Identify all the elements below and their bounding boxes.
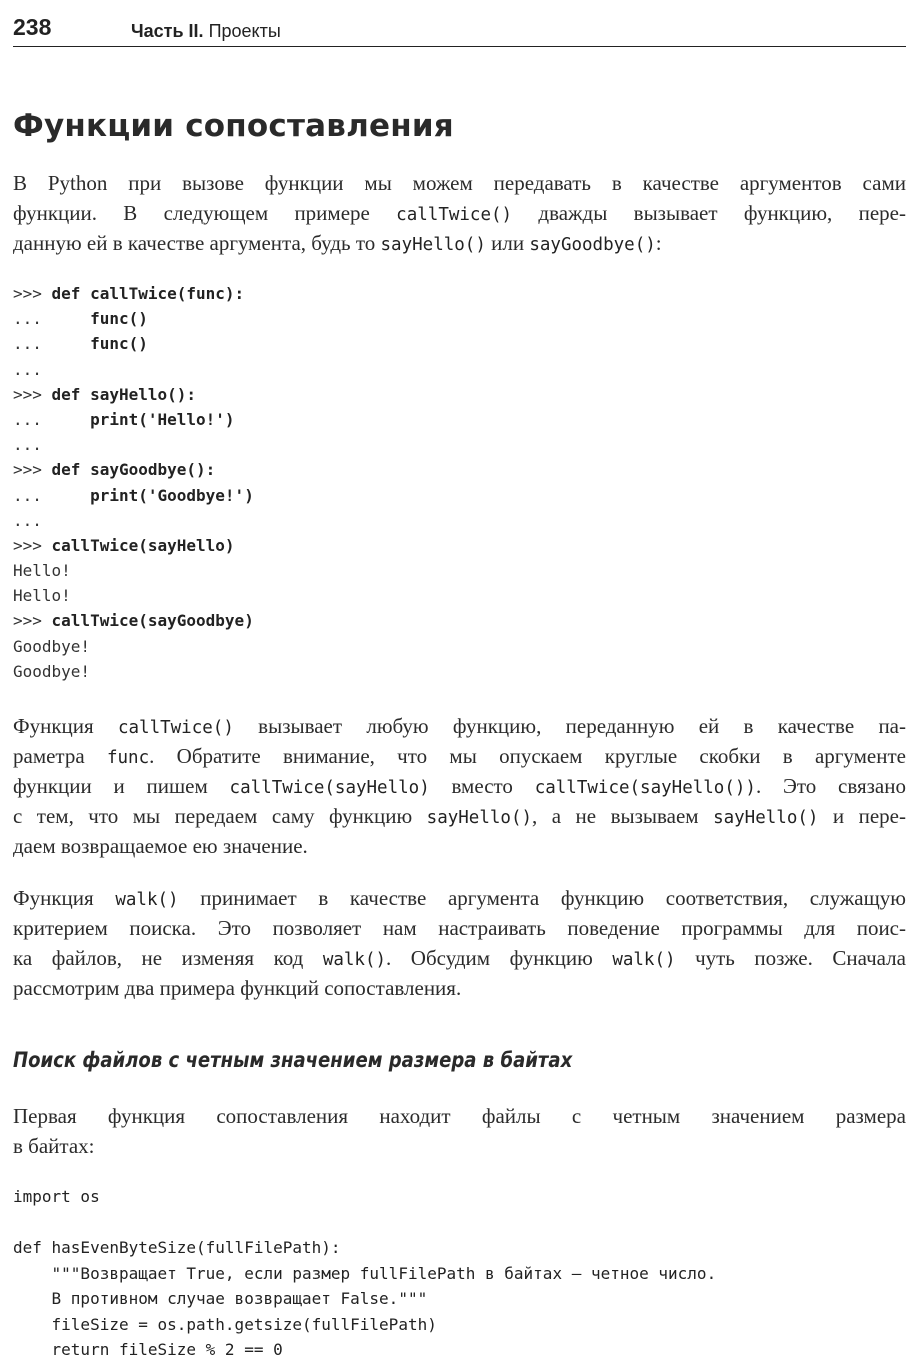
code-text: func() [90, 309, 148, 329]
page-number: 238 [13, 14, 52, 40]
code-line [13, 281, 906, 306]
code-prompt: Goodbye! [13, 636, 91, 656]
code-line [13, 608, 906, 633]
code-block-interactive [13, 281, 906, 684]
code-prompt: >>> [13, 611, 52, 631]
text-line: в байтах: [13, 1134, 95, 1158]
text-line: раметра func. Обратите внимание, что мы опускаем круглые скобки в аргументе [13, 744, 906, 768]
code-line: """Возвращает True, если размер fullFilePath в байтах — четное число. [13, 1263, 717, 1283]
text-line: даем возвращаемое ею значение. [13, 834, 308, 858]
paragraph-calltwice [13, 711, 906, 861]
code-text: def sayHello(): [51, 384, 197, 404]
code-prompt: ... [13, 510, 42, 530]
code-block-listing [13, 1184, 906, 1363]
code-line: def hasEvenByteSize(fullFilePath): [13, 1238, 341, 1257]
paragraph-even-size [13, 1101, 906, 1161]
code-line [13, 659, 906, 684]
inline-code: callTwice() [117, 718, 234, 738]
code-text: func() [90, 334, 148, 354]
inline-code: walk() [612, 950, 676, 970]
text-line: функции и пишем callTwice(sayHello) вместо callTwice(sayHello()). Это связано [13, 774, 906, 798]
code-prompt: Goodbye! [13, 661, 91, 681]
code-line [13, 432, 906, 457]
text-line: Функция callTwice() вызывает любую функцию, переданную ей в качестве па- [13, 714, 906, 738]
code-line [13, 483, 906, 508]
text-line: Функция walk() принимает в качестве аргумента функцию соответствия, служащую [13, 886, 906, 910]
code-prompt: ... [13, 485, 91, 505]
code-prompt: >>> [13, 284, 52, 303]
code-text: def sayGoodbye(): [51, 460, 216, 480]
code-line [13, 331, 906, 356]
code-prompt: ... [13, 309, 91, 329]
inline-code: walk() [115, 890, 179, 910]
code-prompt: ... [13, 435, 42, 455]
inline-code: sayHello() [713, 808, 819, 828]
text-line: критерием поиска. Это позволяет нам настраивать поведение программы для поис- [13, 916, 906, 940]
inline-code: sayHello() [426, 808, 533, 828]
code-line [13, 357, 906, 382]
code-prompt: ... [13, 334, 91, 354]
code-prompt: >>> [13, 535, 52, 555]
inline-code: sayHello() [380, 235, 486, 255]
code-line: import os [13, 1187, 100, 1206]
text-line: данную ей в качестве аргумента, будь то sayHello() или sayGoodbye(): [13, 231, 662, 255]
inline-code: walk() [322, 950, 387, 970]
code-prompt: Hello! [13, 586, 71, 606]
section-title: Функции сопоставления [13, 108, 454, 144]
running-header [13, 8, 906, 47]
text-line: рассмотрим два примера функций сопоставления. [13, 976, 462, 1000]
inline-code: callTwice(sayHello()) [534, 778, 756, 798]
part-label [131, 21, 281, 42]
code-line: В противном случае возвращает False.""" [13, 1289, 428, 1308]
text-line: функции. В следующем примере callTwice() дважды вызывает функцию, пере- [13, 201, 906, 225]
code-line [13, 634, 906, 659]
text-line: с тем, что мы передаем саму функцию sayHello(), а не вызываем sayHello() и пере- [13, 804, 906, 828]
code-text: print('Hello!') [90, 409, 235, 429]
code-text: callTwice(sayHello) [51, 535, 235, 555]
code-text: print('Goodbye!') [90, 485, 254, 505]
code-prompt: >>> [13, 460, 52, 480]
code-line [13, 533, 906, 558]
code-line [13, 583, 906, 608]
part-number: Часть II. [131, 21, 204, 41]
code-line: return fileSize % 2 == 0 [13, 1340, 283, 1359]
inline-code: sayGoodbye() [529, 235, 656, 255]
code-line [13, 382, 906, 407]
code-line [13, 306, 906, 331]
code-text: def callTwice(func): [51, 284, 245, 303]
inline-code: func [106, 748, 150, 768]
code-line [13, 558, 906, 583]
inline-code: callTwice() [396, 205, 513, 225]
code-prompt: ... [13, 409, 91, 429]
code-line: fileSize = os.path.getsize(fullFilePath) [13, 1314, 437, 1334]
intro-paragraph [13, 168, 906, 258]
code-line [13, 508, 906, 533]
code-prompt: >>> [13, 384, 52, 404]
text-line: Первая функция сопоставления находит файлы с четным значением размера [13, 1104, 906, 1128]
part-title: Проекты [203, 21, 281, 41]
code-text: callTwice(sayGoodbye) [51, 611, 254, 631]
subsection-title: Поиск файлов с четным значением размера в байтах [13, 1048, 573, 1072]
code-prompt: ... [13, 359, 42, 379]
paragraph-walk [13, 883, 906, 1003]
code-line [13, 457, 906, 482]
code-line [13, 407, 906, 432]
text-line: В Python при вызове функции мы можем передавать в качестве аргументов сами [13, 171, 906, 195]
text-line: ка файлов, не изменяя код walk(). Обсудим функцию walk() чуть позже. Сначала [13, 946, 906, 970]
inline-code: callTwice(sayHello) [229, 778, 430, 798]
code-line [13, 1210, 906, 1236]
code-prompt: Hello! [13, 561, 71, 581]
